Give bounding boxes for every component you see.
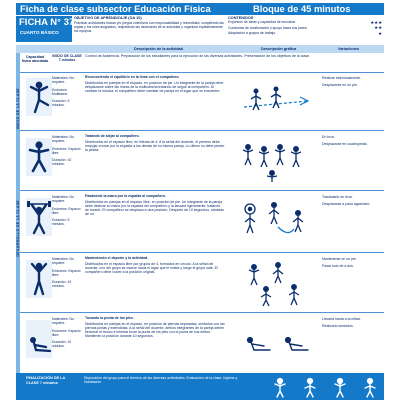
sheet-title: Ficha de clase subsector Educación Física [20, 3, 211, 14]
balance-figure-icon [26, 78, 52, 116]
learning-objective [74, 16, 224, 42]
row-divider [20, 72, 384, 73]
row-divider [20, 312, 384, 313]
variant-item: Mantenerse en un pie. [322, 257, 357, 261]
activity-variants [322, 195, 384, 208]
activity-materials: Materiales: No requiere. [52, 76, 74, 85]
contents-item-label: Conductas de colaboración y apoyo hacia sus pares. [228, 25, 308, 30]
variant-item: Trasladarlo en tríos. [322, 195, 353, 199]
column-activity: Descripción de la actividad [134, 46, 183, 51]
activity-variants [322, 257, 384, 270]
activity-title: Manteniendo el deporte y la actividad. [85, 256, 149, 260]
activity-body: Distribuidos en el espacio libre por grupos de 4, formados en círculo. A la señal del docente, uno del grupo se mueve hacia el lugar que le indica y luego el grupo sale. El compañero debe volver a la posición original. [85, 261, 218, 274]
contents-panel [228, 16, 384, 42]
seated-stretch-figure-icon [26, 320, 52, 358]
activity-duration: Duración: 5 minutos. [52, 99, 70, 108]
activity-organization: Endurece: Espacio libre. [52, 328, 81, 337]
stretching-figure-icon [26, 260, 52, 298]
activity-variants [322, 135, 384, 148]
ficha-number: FICHA N° 37 [19, 17, 75, 28]
activity-row [20, 190, 384, 252]
strength-figure-icon [26, 138, 52, 176]
variant-item: En tríos. [322, 135, 336, 139]
block-duration-title: Bloque de 45 minutos [253, 3, 351, 14]
finalization-description: Disposición del grupo para el término de las diversas actividades. Evaluación de la clase, higiene y hidratación. [84, 376, 238, 385]
activity-organization: Endurece: Espacio libre. [52, 206, 81, 215]
variant-item: Realizar individualmente. [322, 76, 362, 80]
activity-title: Tocando la punta de los pies. [85, 316, 134, 320]
star-rating-icon: ★★ [374, 25, 382, 31]
activity-materials: Materiales: No requiere. [52, 195, 74, 204]
activity-body: Distribuidos en parejas en el espacio libre, en posición de pie. Un integrante de la pareja debe deslizar su mano por la espalda del compañero y la lanzará ligeramente, tratando de tocarlo. El compañero se desplaza a otra posición. Después de 10 segundos, cambian de rol. [85, 199, 225, 216]
activity-title: Tratando de alejar al compañero. [85, 134, 140, 138]
row-divider [20, 190, 384, 191]
objective-body: Practicar actividades físicas y/o juegos colectivos con responsabilidad y honestidad, cumpliendo las reglas y los roles asignados, respetando las decisiones de la autoridad y organizar equitativamente los equipos. [74, 21, 224, 34]
weightlifting-figure-icon [26, 198, 52, 236]
activity-title: Reconociendo el equilibrio en la línea con el compañero. [85, 75, 180, 79]
activity-meta [52, 257, 82, 292]
activity-materials: Materiales: No requiere. [52, 135, 74, 144]
activity-body: Distribuidos en parejas en el espacio, en posición de pie. Un integrante de la pareja debe desplazarse sobre las líneas de la multicancha tratando de seguir al compañero. Al cambiar la música, el compañero debe cambiar de pareja en el lugar que se encuentre. [85, 80, 224, 93]
activity-description [85, 194, 225, 216]
variant-item: Realizarlo sentados. [322, 323, 354, 328]
inicio-label: INICIO DE CLASE 7 minutos [52, 54, 82, 63]
activity-description [85, 134, 225, 152]
variant-item: Desplazarse en un pie. [322, 82, 358, 87]
activity-duration: Duración: 10 minutos. [52, 158, 72, 167]
activity-materials: Materiales: No requiere. [52, 257, 74, 266]
phase-label-start: INICIO DE LA CLASE [15, 88, 20, 130]
finalization-bar [16, 373, 384, 400]
row-divider [20, 252, 384, 253]
activity-description [85, 316, 225, 338]
activity-description [85, 256, 225, 274]
column-variants: Variaciones [338, 46, 360, 51]
activity-body: Distribuidos en el espacio libre, en hileras de 4. A la señal del docente, el primero debe empujar a tocar por la espalda a los demás de su misma pareja. Lo último no debe perder la pelota. [85, 139, 225, 152]
activity-row [20, 312, 384, 373]
inicio-description: Control de Asistencia. Preparación de los estudiantes para la ejecución de las diversas actividades. Presentación de los objetivos de la clase. [85, 54, 311, 58]
contents-item-label: Adaptación a grupos de trabajo. [228, 30, 277, 35]
activity-organization: Endurece: Multitarea. [52, 87, 68, 96]
contents-item-label: Expresión de ideas y capacidad de escuchar. [228, 20, 297, 25]
activity-row [20, 72, 384, 130]
phase-label-development: DESARROLLO DE LA CLASE [15, 200, 20, 257]
activity-variants [322, 317, 384, 330]
activity-materials: Materiales: No requiere. [52, 317, 74, 326]
activity-organization: Endurece: Espacio libre. [52, 146, 81, 155]
activity-diagram-icon [238, 195, 314, 245]
activity-title: Pasándole la mano por la espalda al compañero. [85, 194, 166, 198]
activity-description [85, 75, 225, 93]
activity-row [20, 252, 384, 312]
course-label: CUARTO BÁSICO [20, 30, 59, 35]
activity-meta [52, 135, 82, 170]
star-rating-icon: ★★★ [370, 20, 382, 26]
activity-diagram-icon [238, 77, 314, 127]
activity-diagram-icon [238, 257, 314, 307]
objective-title: OBJETIVO DE APRENDIZAJE (OA 10) [74, 16, 142, 20]
contents-item [228, 31, 384, 36]
activity-meta [52, 195, 82, 230]
star-rating-icon: ★ [378, 30, 382, 36]
activity-meta [52, 76, 82, 111]
variant-item: Llevarla hasta a la mitad. [322, 317, 361, 321]
closing-figures-icon [266, 375, 396, 399]
variant-item: Desplazarse en cuadrupedia. [322, 141, 368, 146]
contents-title: CONTENIDOS [228, 16, 254, 20]
activity-row [20, 130, 384, 190]
activity-body: Distribuidos en parejas en el espacio, en posición de piernas separadas, sentados con las piernas juntas y extendidas. A la señal del docente, ambos integrantes de la pareja deben flexionar el tronco e intentar tocar la punta de los pies con la punta de sus dedos. Mantienen la posición durante 10 segundos. [85, 321, 225, 338]
ficha-badge [16, 15, 75, 42]
activity-duration: Duración: 10 minutos. [52, 340, 72, 349]
column-graphic: Descripción gráfica [261, 46, 297, 51]
column-header-bar [16, 45, 384, 53]
activity-diagram-icon [238, 135, 314, 185]
variant-item: Desplazarse a paso agachado. [322, 201, 371, 206]
title-banner [16, 3, 384, 15]
activity-duration: Duración: 10 minutos. [52, 280, 72, 289]
finalization-label: FINALIZACIÓN DE LA CLASE 7 minutos [26, 376, 66, 385]
activity-meta [52, 317, 82, 352]
activity-diagram-icon [238, 320, 314, 370]
capacity-title: Capacidad física abordada [21, 55, 49, 64]
activity-duration: Duración: 5 minutos. [52, 218, 70, 227]
row-divider [20, 130, 384, 131]
variant-item: Pasar solo de a dos. [322, 263, 354, 268]
activity-organization: Endurece: Espacio libre. [52, 268, 81, 277]
activity-variants [322, 76, 384, 89]
